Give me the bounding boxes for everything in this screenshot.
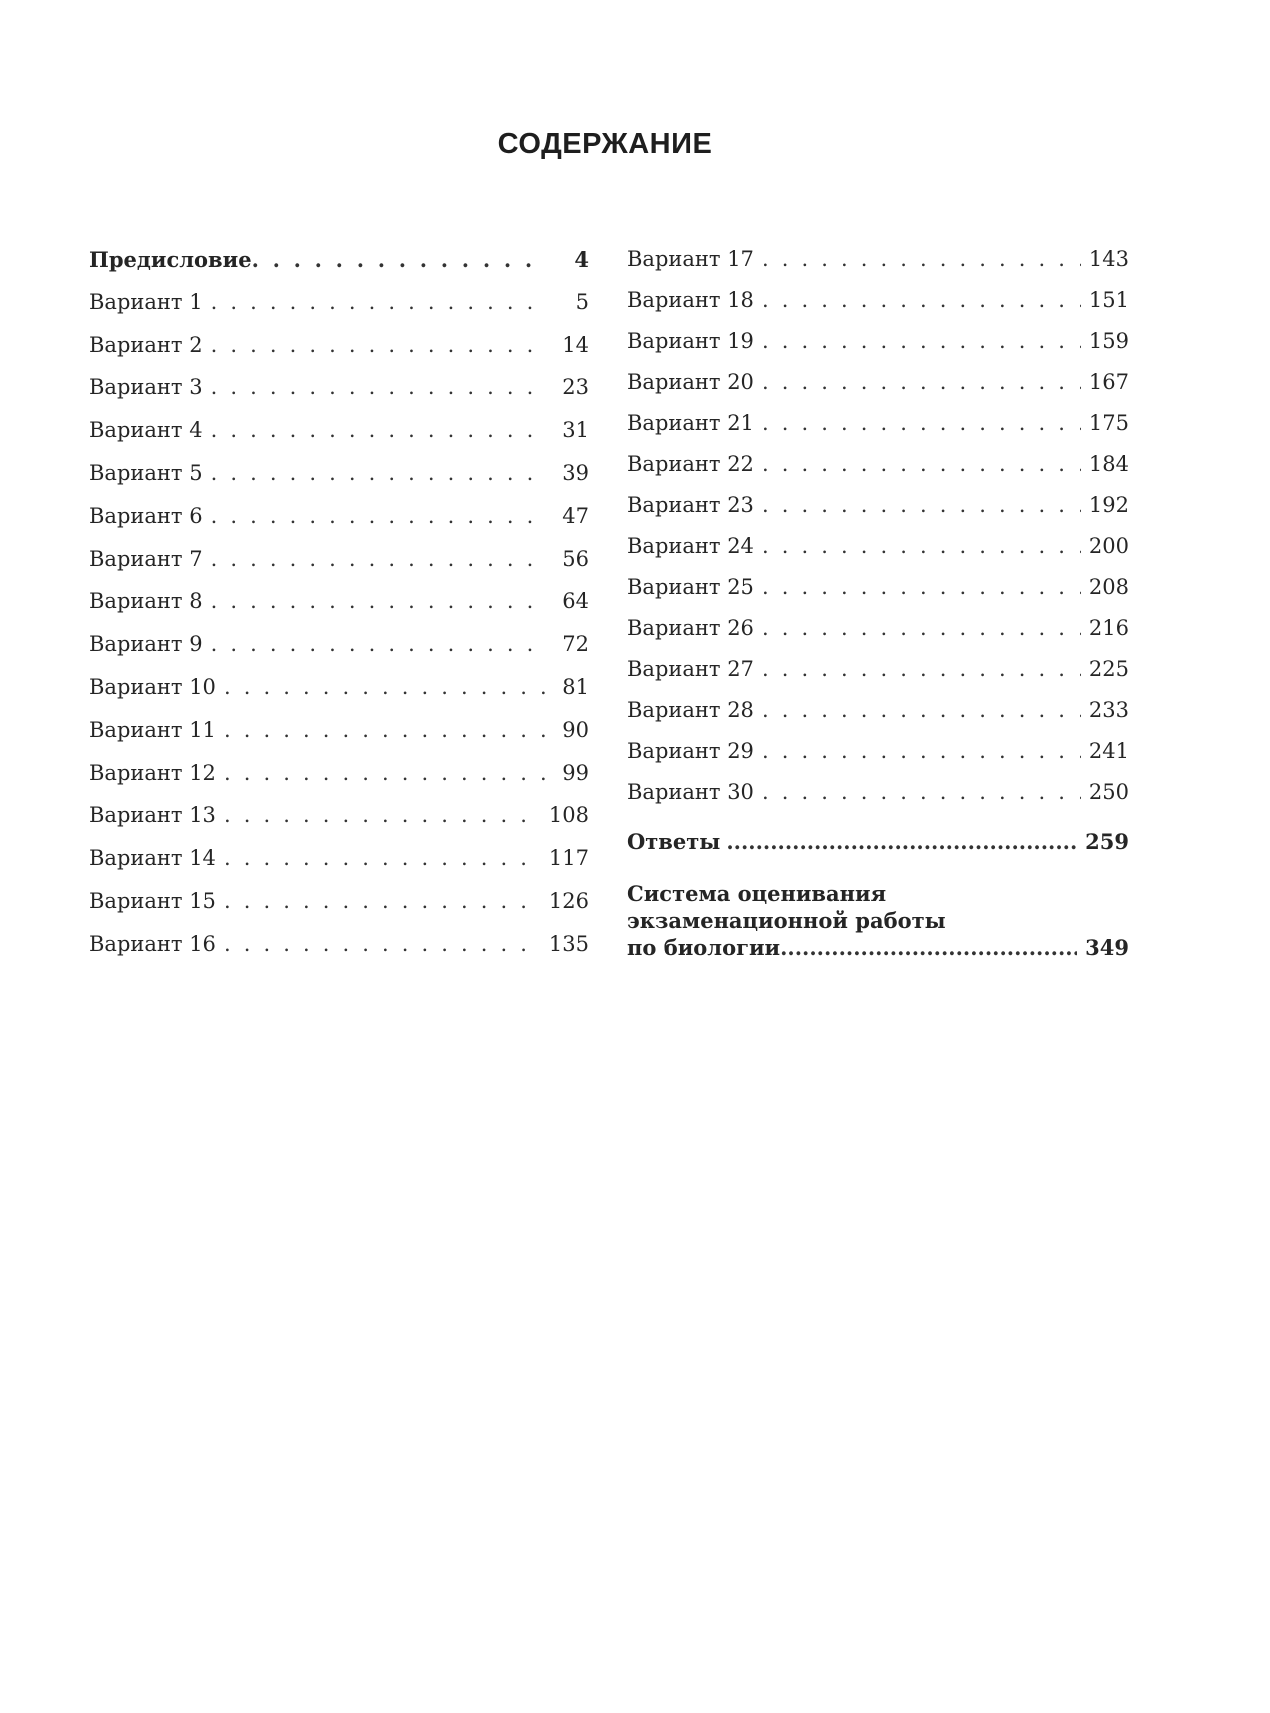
toc-leader-dots [762,288,1081,312]
toc-entry-grading[interactable] [627,880,1129,961]
toc-entry[interactable] [89,547,589,590]
toc-entry[interactable] [627,411,1129,452]
toc-entry[interactable] [627,616,1129,657]
toc-leader-dots [224,718,545,742]
toc-page-number: 39 [562,460,589,485]
toc-entry[interactable] [89,718,589,761]
toc-entry[interactable] [627,247,1129,288]
toc-entry[interactable] [627,698,1129,739]
toc-page-number: 126 [548,888,589,913]
toc-entry[interactable] [89,803,589,846]
toc-entry[interactable] [627,329,1129,370]
toc-entry[interactable] [89,889,589,932]
toc-label: Вариант 14 [89,846,216,871]
toc-leader-dots [224,889,541,913]
toc-entry[interactable] [627,739,1129,780]
toc-label: Вариант 12 [89,760,216,785]
toc-page-number: 233 [1088,698,1129,722]
toc-page-number: 72 [562,632,589,657]
toc-page-number: 159 [1088,329,1129,353]
page-title: СОДЕРЖАНИЕ [497,128,713,160]
toc-page-number: 216 [1088,616,1129,640]
toc-page-number: 117 [548,846,589,871]
toc-page-number: 208 [1088,575,1129,599]
toc-page-number: 250 [1088,780,1129,804]
toc-entry[interactable] [89,418,589,461]
toc-label: Предисловие [89,247,252,272]
toc-entry[interactable] [627,780,1129,821]
toc-page-number: 241 [1088,739,1129,763]
toc-leader-dots [211,632,545,656]
toc-page-number: 108 [548,803,589,828]
toc-label: Вариант 20 [627,370,754,394]
toc-page-number: 259 [1085,829,1129,854]
toc-entry[interactable] [89,290,589,333]
toc-leader-dots [762,657,1081,681]
toc-leader-dots [211,375,545,399]
toc-page-number: 31 [562,418,589,443]
toc-page-number: 64 [562,589,589,614]
toc-leader-dots [224,803,541,827]
toc-entry[interactable] [89,247,589,290]
toc-leader-dots [762,247,1081,271]
toc-entry[interactable] [89,461,589,504]
toc-label: Вариант 8 [89,589,203,614]
toc-page-number: 81 [562,674,589,699]
toc-leader-dots [224,675,545,699]
toc-page-number: 56 [562,546,589,571]
toc-label: Вариант 2 [89,332,203,357]
toc-leader-dots [211,461,545,485]
toc-page-number: 349 [1085,935,1129,960]
toc-leader-dots [762,329,1081,353]
toc-leader-dots [211,418,545,442]
toc-page-number: 5 [575,289,589,314]
toc-leader-dots [726,829,1077,854]
toc-label: по биологии [627,935,781,960]
toc-label: Вариант 27 [627,657,754,681]
toc-leader-dots [762,698,1081,722]
toc-entry[interactable] [89,589,589,632]
toc-label: Вариант 30 [627,780,754,804]
toc-page-number: 99 [562,760,589,785]
toc-label: Вариант 17 [627,247,754,271]
toc-entry[interactable] [627,452,1129,493]
toc-entry[interactable] [89,333,589,376]
toc-leader-dots [224,932,541,956]
toc-page-number: 4 [574,247,589,272]
toc-label: Вариант 28 [627,698,754,722]
toc-leader-dots [211,333,545,357]
toc-leader-dots [224,846,541,870]
toc-label: Вариант 18 [627,288,754,312]
toc-entry[interactable] [627,534,1129,575]
toc-label: Вариант 7 [89,546,203,571]
toc-label: Вариант 10 [89,674,216,699]
toc-label: Вариант 16 [89,931,216,956]
toc-leader-dots [762,534,1081,558]
toc-entry[interactable] [627,493,1129,534]
toc-label: Вариант 23 [627,493,754,517]
toc-page-number: 23 [562,375,589,400]
toc-leader-dots [211,504,545,528]
toc-page-number: 200 [1088,534,1129,558]
toc-page-number: 151 [1088,288,1129,312]
toc-page-number: 135 [548,931,589,956]
toc-leader-dots [762,739,1081,763]
toc-page-number: 184 [1088,452,1129,476]
toc-entry[interactable] [89,375,589,418]
toc-leader-dots [211,547,545,571]
toc-leader-dots [224,761,545,785]
toc-entry[interactable] [89,632,589,675]
toc-leader-dots [762,452,1081,476]
toc-entry[interactable] [89,675,589,718]
toc-entry[interactable] [89,932,589,975]
toc-leader-dots [762,616,1081,640]
toc-label: Вариант 9 [89,632,203,657]
toc-page-number: 143 [1088,247,1129,271]
toc-entry[interactable] [627,288,1129,329]
toc-label: Вариант 25 [627,575,754,599]
toc-entry[interactable] [89,504,589,547]
toc-page-number: 90 [562,717,589,742]
toc-label: Вариант 21 [627,411,754,435]
toc-label: Вариант 3 [89,375,203,400]
toc-label: Ответы [627,829,721,854]
toc-entry[interactable] [89,761,589,804]
toc-label: Вариант 11 [89,717,216,742]
toc-leader-dots [762,575,1081,599]
toc-entry[interactable] [627,370,1129,411]
toc-label: Вариант 15 [89,888,216,913]
toc-leader-dots [211,290,545,314]
toc-entry[interactable] [627,657,1129,698]
toc-entry-answers[interactable] [627,829,1129,870]
toc-label: Вариант 26 [627,616,754,640]
toc-page-number: 175 [1088,411,1129,435]
toc-entry[interactable] [89,846,589,889]
toc-label: Вариант 22 [627,452,754,476]
toc-leader-dots [252,247,545,272]
toc-leader-dots [211,589,545,613]
toc-leader-dots [762,780,1081,804]
toc-label-line: Система оценивания [627,881,887,906]
toc-label: Вариант 1 [89,289,203,314]
toc-page-number: 14 [562,332,589,357]
toc-label: Вариант 29 [627,739,754,763]
toc-label: Вариант 6 [89,503,203,528]
toc-page-number: 167 [1088,370,1129,394]
toc-column-right [627,247,1129,961]
toc-leader-dots [762,493,1081,517]
toc-label: Вариант 5 [89,460,203,485]
toc-label-line: экзаменационной работы [627,908,946,933]
toc-page-number: 192 [1088,493,1129,517]
toc-leader-dots [762,411,1081,435]
toc-label: Вариант 19 [627,329,754,353]
toc-page-number: 225 [1088,657,1129,681]
toc-column-left [89,247,589,975]
toc-label: Вариант 4 [89,418,203,443]
toc-label: Вариант 13 [89,803,216,828]
toc-entry[interactable] [627,575,1129,616]
toc-page-number: 47 [562,503,589,528]
toc-label: Вариант 24 [627,534,754,558]
toc-leader-dots [780,934,1077,961]
toc-leader-dots [762,370,1081,394]
